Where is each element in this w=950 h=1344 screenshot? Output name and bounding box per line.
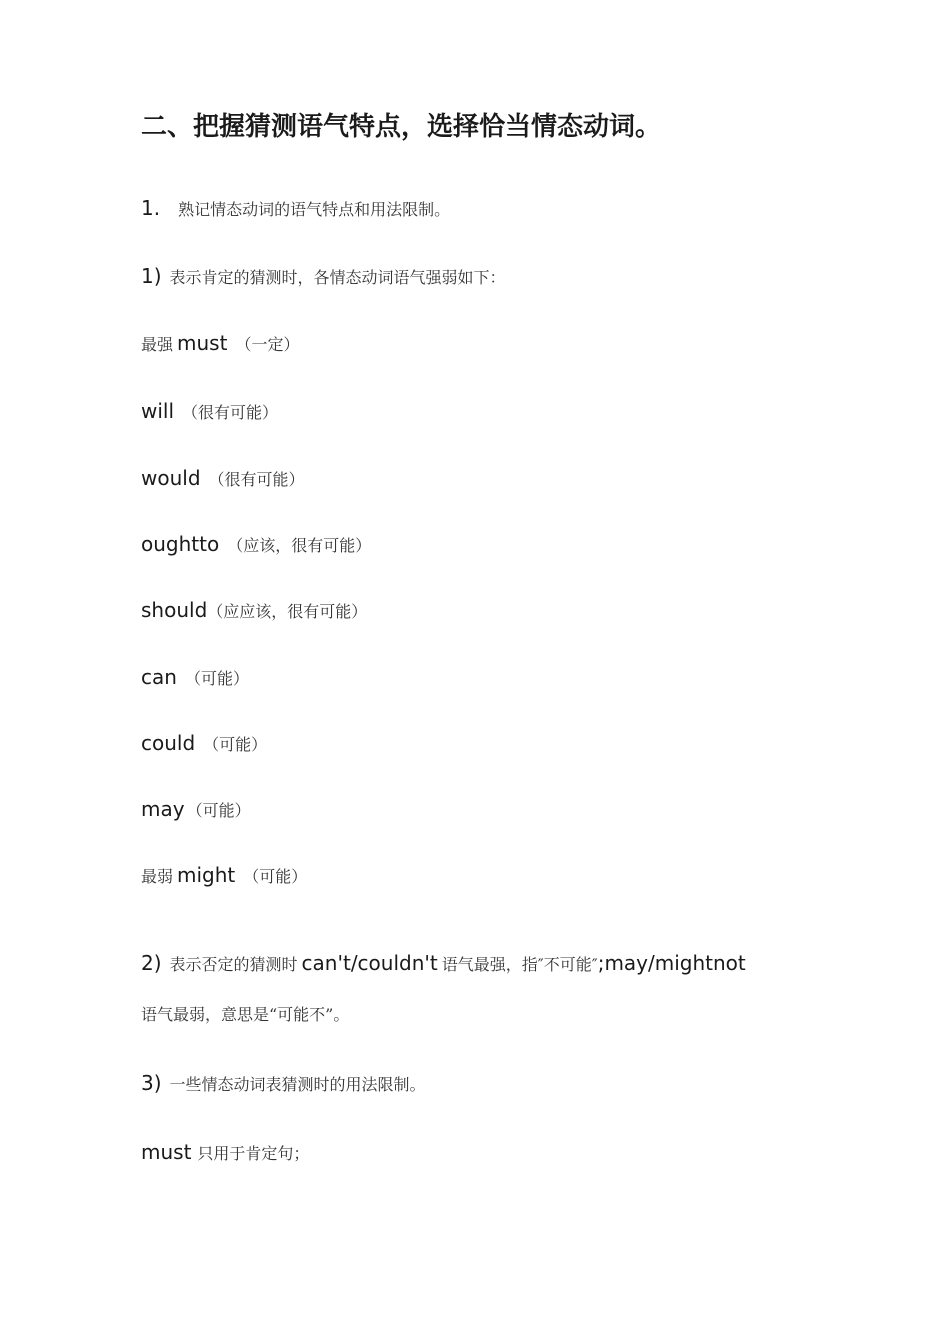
- section-1-line: [141, 193, 450, 226]
- point-3-line: [141, 1068, 426, 1101]
- modal-item: [141, 662, 249, 695]
- section-heading: 二、把握猜测语气特点，选择恰当情态动词。: [141, 112, 662, 142]
- modal-item: [141, 328, 299, 361]
- point-2-line-continued: [141, 1000, 349, 1031]
- modal-item: [141, 463, 305, 496]
- modal-meaning: （很有可能）: [208, 470, 305, 489]
- modal-meaning: （应该，很有可能）: [227, 536, 372, 555]
- modal-word: will: [141, 399, 175, 423]
- modal-item: [141, 728, 267, 761]
- modal-word: can: [141, 665, 177, 689]
- modal-strength-label: 最强: [141, 335, 174, 354]
- point-2-text: 表示否定的猜测时: [169, 955, 298, 974]
- section-1-text: 熟记情态动词的语气特点和用法限制。: [178, 200, 451, 219]
- modal-meaning: （可能）: [203, 735, 268, 754]
- modal-strength-label: 最弱: [141, 867, 174, 886]
- modal-word: might: [177, 863, 236, 887]
- modal-word: may: [141, 797, 185, 821]
- point-2-modal-weak: ;may/mightnot: [597, 951, 746, 975]
- modal-item: [141, 860, 307, 893]
- modal-item: [141, 529, 371, 562]
- point-3-number: 3): [141, 1071, 162, 1095]
- point-1-number: 1): [141, 264, 162, 288]
- point-2-number: 2): [141, 951, 162, 975]
- modal-meaning: （可能）: [184, 669, 249, 688]
- point-2-line: [141, 948, 746, 981]
- modal-meaning: （一定）: [235, 335, 300, 354]
- point-2-text: 语气最弱，意思是“可能不”。: [141, 1005, 350, 1024]
- section-1-number: 1.: [141, 196, 161, 220]
- modal-word: should: [141, 598, 208, 622]
- modal-meaning: （可能）: [186, 801, 251, 820]
- modal-meaning: （可能）: [243, 867, 308, 886]
- modal-word: must: [141, 1140, 192, 1164]
- modal-word: must: [177, 331, 228, 355]
- point-1-text: 表示肯定的猜测时，各情态动词语气强弱如下：: [169, 268, 506, 287]
- point-2-modal-negative: can't/couldn't: [301, 951, 438, 975]
- modal-meaning: （很有可能）: [182, 403, 279, 422]
- modal-item: [141, 794, 251, 827]
- modal-meaning: （应应该，很有可能）: [207, 602, 368, 621]
- modal-word: could: [141, 731, 196, 755]
- point-1-line: [141, 261, 506, 294]
- modal-item: [141, 595, 367, 628]
- modal-word: would: [141, 466, 201, 490]
- point-2-text: 语气最强，指″不可能″: [441, 955, 598, 974]
- modal-item: [141, 396, 278, 429]
- must-usage-text: 只用于肯定句；: [197, 1144, 310, 1163]
- modal-word: oughtto: [141, 532, 220, 556]
- must-usage-line: [141, 1137, 309, 1170]
- point-3-text: 一些情态动词表猜测时的用法限制。: [169, 1075, 426, 1094]
